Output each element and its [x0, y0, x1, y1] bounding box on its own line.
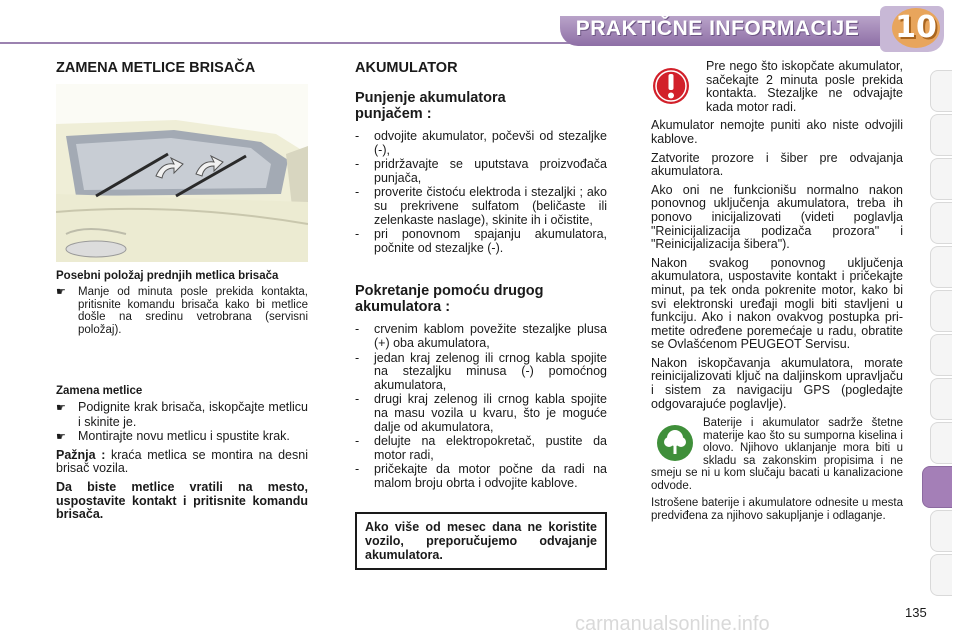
bullet-list [56, 401, 308, 445]
section-title-battery: AKUMULATOR [355, 60, 458, 76]
list-item: - jedan kraj zelenog ili crnog kabla spojite na stezaljku minusa (-) pomoćnog akumulatora, [355, 350, 607, 392]
eco-block [651, 417, 903, 522]
column-wiper [56, 60, 308, 527]
bold-instruction: Da biste metlice vratili na mesto, uspostavite kontakt i pritisnite komandu brisača. [56, 479, 308, 522]
subsection-heading-charging: Punjenje akumulatora punjačem : [355, 90, 506, 122]
column-battery [355, 60, 607, 570]
chapter-tab[interactable] [930, 202, 952, 244]
subsection-heading: Zamena metlice [56, 385, 143, 397]
paragraph: Ako oni ne funkcionišu normalno nakon ponovnog uključenja akumulatora, treba ih ponovo inicijalizovati (videti poglavlja "Reinicijalizacija podizača prozora" i "Reinicijalizacija šibera"). [651, 182, 903, 252]
chapter-tab[interactable] [930, 158, 952, 200]
list-item: ☛ Manje od minuta posle prekida kontakta, pritisnite komandu brisača kako bi metlice došle na sredinu vetrobrana (servisni položaj). [56, 286, 308, 336]
list-item: - proverite čistoću elektroda i stezaljki ; ako su prekrivene sulfatom (beličaste ili zelenkaste naslage), skinite ih i očistite, [355, 185, 607, 227]
chapter-tab[interactable] [930, 554, 952, 596]
car-illustration [56, 84, 308, 262]
chapter-tab[interactable] [930, 422, 952, 464]
note-text: kraća metlica se montira na desni brisač vozila. [56, 447, 308, 476]
eco-text-2: Istrošene baterije i akumulatore odnesite u mesta predviđena za njihovo sakupljanje i odlaganje. [651, 497, 903, 522]
list-item: - delujte na elektropokretač, pustite da motor radi, [355, 434, 607, 462]
chapter-tab[interactable] [930, 70, 952, 112]
chapter-tab[interactable] [930, 290, 952, 332]
page-header [0, 0, 960, 50]
bullet-icon: ☛ [56, 286, 66, 298]
note-label: Pažnja : [56, 447, 106, 462]
tree-icon [655, 423, 695, 463]
page-number: 135 [905, 605, 927, 620]
chapter-tab[interactable] [930, 378, 952, 420]
list-item: ☛ Podignite krak brisača, iskopčajte metlicu i skinite je. [56, 400, 308, 429]
list-item: - pridržavajte se uputstava proizvođača punjača, [355, 157, 607, 185]
subsection-heading: Posebni položaj prednjih metlica brisača [56, 270, 279, 282]
list-item: - drugi kraj zelenog ili crnog kabla spojite na masu vozila u kvaru, što je moguće dalje od akumulatora, [355, 392, 607, 434]
bullet-icon: ☛ [56, 431, 66, 444]
chapter-tab[interactable] [930, 246, 952, 288]
note-paragraph [56, 449, 308, 476]
watermark: carmanualsonline.info [575, 613, 770, 635]
list-item: - crvenim kablom povežite stezaljke plusa (+) oba akumulatora, [355, 322, 607, 350]
chapter-tab[interactable] [930, 334, 952, 376]
list-item: - pri ponovnom spajanju akumulatora, počnite od stezaljke (-). [355, 227, 607, 255]
paragraph: Nakon iskopčavanja akumulatora, morate reinicijalizovati ključ na daljinskom upravljaču i sistem za navigaciju GPS (pogledajte odgovarajuće poglavlje). [651, 355, 903, 411]
column-battery-notes [651, 60, 903, 527]
notice-box: Ako više od mesec dana ne koristite vozilo, preporučujemo odvajanje akumulatora. [355, 512, 607, 570]
warning-block [651, 60, 903, 114]
warning-text: Pre nego što iskopčate akumulator, sačekajte 2 minuta posle prekida kontakta. Stezaljke ne odvajajte kada motor radi. [706, 59, 903, 114]
eco-text: Baterije i akumulator sadrže štetne materije kao što su sumporna kiselina i olovo. Njihovo uklanjanje mora biti u skladu sa zakonskim propisima i ne smeju se ni u kom slučaju bacati u kanalizacione odvode. [651, 417, 903, 492]
paragraph: Zatvorite prozore i šiber pre odvajanja akumulatora. [651, 150, 903, 179]
warning-icon [651, 66, 691, 106]
paragraph: Akumulator nemojte puniti ako niste odvojili kablove. [651, 118, 903, 146]
chapter-tab[interactable] [930, 114, 952, 156]
subsection-heading-jumpstart: Pokretanje pomoću drugog akumulatora : [355, 283, 544, 316]
chapter-tabs [930, 70, 960, 590]
chapter-number: 10 [892, 8, 940, 48]
paragraph: Nakon svakog ponovnog uključenja akumulatora, uspostavite kontakt i pričekajte minut, pa tek onda pokrenite motor, kako bi svi elektronski uređaji mogli biti stavljeni u funkciju. Ako i nakon ovakvog postupka primetite određene poremećaje u radu, obratite se Ovlašćenom PEUGEOT Servisu. [651, 255, 903, 352]
windshield-wiper-illustration [56, 84, 308, 262]
list-item: - odvojite akumulator, počevši od stezaljke (-), [355, 129, 607, 157]
chapter-tab-active[interactable] [922, 466, 952, 508]
page-title: PRAKTIČNE INFORMACIJE [575, 17, 860, 40]
section-title-wiper: ZAMENA METLICE BRISAČA [56, 60, 256, 76]
chapter-tab[interactable] [930, 510, 952, 552]
jumpstart-steps [355, 323, 607, 490]
list-item: ☛ Montirajte novu metlicu i spustite krak. [56, 429, 290, 444]
bullet-list [56, 286, 308, 336]
bullet-icon: ☛ [56, 402, 66, 414]
charging-steps [355, 130, 607, 255]
list-item: - pričekajte da motor počne da radi na malom broju obrta i odvojite kablove. [355, 462, 607, 490]
